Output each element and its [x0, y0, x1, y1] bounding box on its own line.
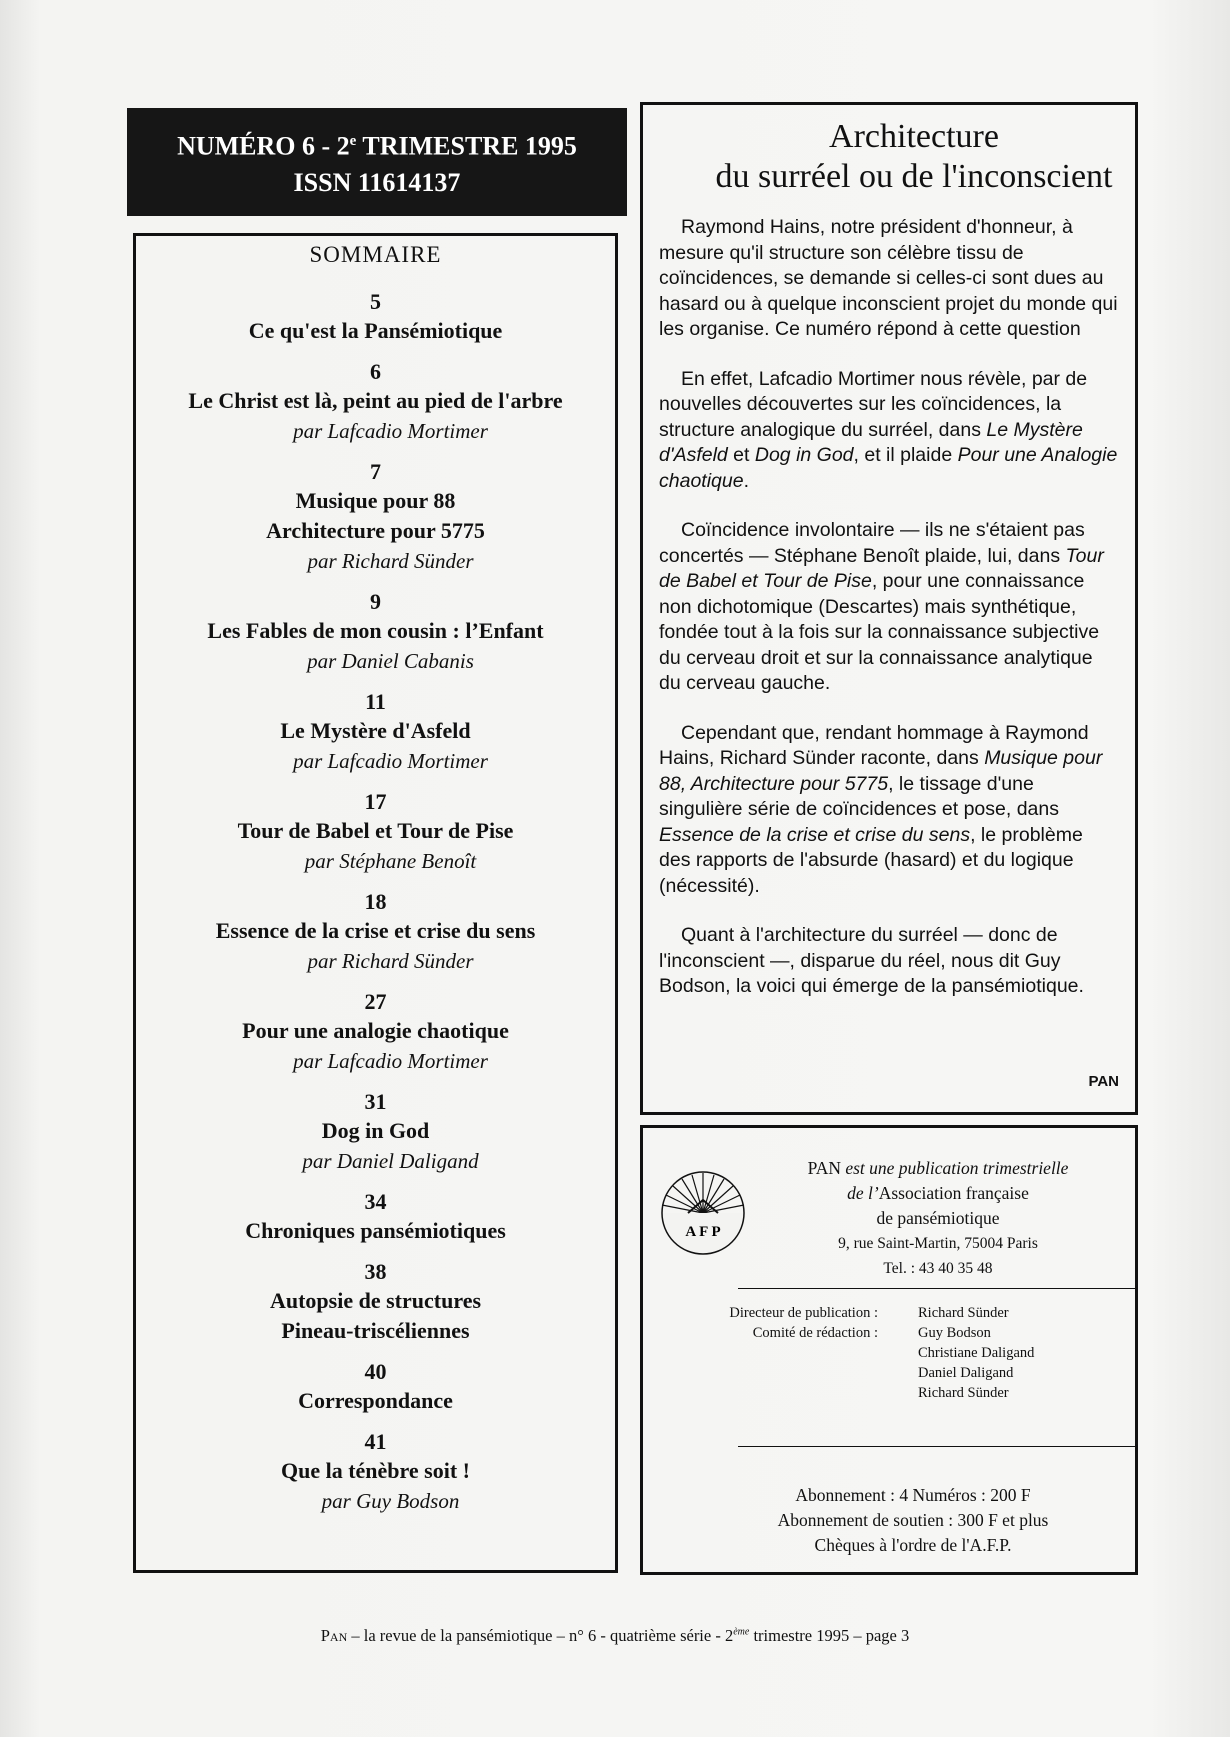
toc-article-author: par Guy Bodson	[321, 1489, 460, 1513]
svg-text:A F P: A F P	[685, 1224, 721, 1240]
toc-article-title: Chroniques pansémiotiques	[245, 1218, 506, 1243]
toc-article-author: par Richard Sünder	[307, 949, 474, 973]
credit-name: Richard Sünder	[918, 1385, 1009, 1401]
toc-entry	[136, 988, 615, 1076]
footer-brand: Pan	[320, 1626, 348, 1645]
editorial-paragraph-5: Quant à l'architecture du surréel — donc de l'inconscient —, disparue du réel, nous dit Guy Bodson, la voici qui émerge de la pansémiotique.	[659, 924, 1084, 997]
toc-entry	[136, 288, 615, 346]
publication-tel: Tel. : 43 40 35 48	[883, 1260, 993, 1277]
editorial-paragraph-2: En effet, Lafcadio Mortimer nous révèle, par de nouvelles découvertes sur les coïncidences, la structure analogique du surréel, dans Le Mystère d'Asfeld et Dog in God, et il plaide Pour une Analogie chaotique.	[659, 367, 1118, 492]
issue-number: NUMÉRO 6 - 2	[177, 131, 350, 161]
toc-page-number: 17	[364, 789, 387, 814]
toc-page-number: 31	[364, 1089, 387, 1114]
issue-header	[127, 108, 627, 216]
toc-page-number: 7	[370, 459, 381, 484]
toc-page-number: 34	[364, 1189, 387, 1214]
publication-box	[640, 1125, 1138, 1575]
toc-article-author: par Richard Sünder	[307, 549, 474, 573]
publication-info	[763, 1156, 1113, 1281]
toc-page-number: 27	[364, 989, 387, 1014]
credit-names	[918, 1303, 1118, 1403]
toc-article-title: Le Mystère d'Asfeld	[280, 718, 471, 743]
toc-article-title: Correspondance	[298, 1388, 453, 1413]
editorial-paragraph-1: Raymond Hains, notre président d'honneur, à mesure qu'il structure son célèbre tissu de coïncidences, se demande si celles-ci sont dues au hasard ou à quelque inconscient projet du monde qui les organise. Ce numéro répond à cette question	[659, 216, 1118, 340]
toc-article-author: par Lafcadio Mortimer	[293, 749, 488, 773]
editorial-title-line2: du surréel ou de l'inconscient	[715, 158, 1113, 195]
toc-entry	[136, 458, 615, 576]
editorial-paragraph-3: Coïncidence involontaire — ils ne s'étaient pas concertés — Stéphane Benoît plaide, lui, dans Tour de Babel et Tour de Pise, pour une connaissance non dichotomique (Descartes) mais synthétique, fondée tout à la fois sur la connaissance subjective du cerveau droit et sur la connaissance analytique du cerveau gauche.	[659, 519, 1104, 694]
credit-labels	[718, 1303, 878, 1343]
divider	[738, 1288, 1138, 1289]
toc-article-author: par Lafcadio Mortimer	[293, 419, 488, 443]
subscription-standard: Abonnement : 4 Numéros : 200 F	[795, 1485, 1031, 1505]
toc-page-number: 18	[364, 889, 387, 914]
toc-article-author: par Daniel Cabanis	[307, 649, 474, 673]
toc-article-title: Musique pour 88	[295, 488, 456, 513]
issue-sup: e	[349, 133, 357, 150]
toc-article-title: Les Fables de mon cousin : l’Enfant	[207, 618, 544, 643]
credit-name: Richard Sünder	[918, 1305, 1009, 1321]
toc-page-number: 11	[365, 689, 386, 714]
toc-article-author: par Lafcadio Mortimer	[293, 1049, 488, 1073]
toc-entry	[136, 688, 615, 776]
subscription-support: Abonnement de soutien : 300 F et plus	[777, 1510, 1049, 1530]
page-footer: Pan – la revue de la pansémiotique – n° 6 - quatrième série - 2ème trimestre 1995 – page 3	[320, 1626, 910, 1645]
director-label: Directeur de publication :	[729, 1305, 878, 1321]
toc-article-title: Essence de la crise et crise du sens	[215, 918, 536, 943]
toc-page-number: 5	[370, 289, 381, 314]
toc-page-number: 41	[364, 1429, 387, 1454]
subscription-info	[703, 1483, 1123, 1558]
toc-entry	[136, 1258, 615, 1346]
toc-article-title: Dog in God	[321, 1118, 430, 1143]
toc-entry	[136, 1358, 615, 1416]
editorial-title-line1: Architecture	[829, 118, 999, 155]
publication-address: 9, rue Saint-Martin, 75004 Paris	[838, 1235, 1038, 1252]
toc-article-title: Tour de Babel et Tour de Pise	[237, 818, 514, 843]
committee-label: Comité de rédaction :	[752, 1325, 878, 1341]
toc-page-number: 6	[370, 359, 381, 384]
toc-article-title: Architecture pour 5775	[266, 518, 485, 543]
toc-article-title: Que la ténèbre soit !	[280, 1458, 470, 1483]
toc-page-number: 9	[370, 589, 381, 614]
toc-entry	[136, 788, 615, 876]
afp-logo-icon	[658, 1168, 748, 1258]
sommaire-box	[133, 233, 618, 1573]
credit-name: Christiane Daligand	[918, 1345, 1035, 1361]
subscription-payment: Chèques à l'ordre de l'A.F.P.	[814, 1535, 1012, 1555]
toc-entry	[136, 1428, 615, 1516]
issue-number-line	[177, 123, 577, 165]
toc-article-author: par Stéphane Benoît	[304, 849, 477, 873]
toc-article-title: Le Christ est là, peint au pied de l'arbre	[188, 388, 563, 413]
editorial-box	[640, 102, 1138, 1115]
toc-entry	[136, 1088, 615, 1176]
toc-article-author: par Daniel Daligand	[302, 1149, 479, 1173]
issue-trimester: TRIMESTRE 1995	[356, 131, 577, 161]
sommaire-list	[136, 288, 615, 1516]
sommaire-title: SOMMAIRE	[309, 242, 442, 267]
toc-entry	[136, 358, 615, 446]
editorial-title	[693, 117, 1135, 197]
publication-line-1: PAN est une publication trimestrielle	[807, 1158, 1069, 1178]
divider	[738, 1446, 1138, 1447]
toc-entry	[136, 1188, 615, 1246]
editorial-body	[643, 215, 1135, 1000]
credit-name: Guy Bodson	[918, 1325, 991, 1341]
credit-name: Daniel Daligand	[918, 1365, 1014, 1381]
editorial-paragraph-4: Cependant que, rendant hommage à Raymond Hains, Richard Sünder raconte, dans Musique pour 88, Architecture pour 5775, le tissage d'une singulière série de coïncidences et pose, dans Essence de la crise et crise du sens, le problème des rapports de l'absurde (hasard) et du logique (nécessité).	[659, 721, 1103, 897]
toc-page-number: 40	[364, 1359, 387, 1384]
editorial-signature: PAN	[1088, 1073, 1119, 1090]
toc-article-title: Ce qu'est la Pansémiotique	[248, 318, 503, 343]
toc-page-number: 38	[364, 1259, 387, 1284]
toc-entry	[136, 588, 615, 676]
toc-article-title: Pour une analogie chaotique	[242, 1018, 509, 1043]
toc-article-title: Pineau-triscéliennes	[281, 1318, 470, 1343]
publication-line-3: de pansémiotique	[876, 1208, 1000, 1228]
publication-line-2: de l’Association française	[847, 1183, 1029, 1203]
issn: ISSN 11614137	[293, 167, 461, 197]
toc-entry	[136, 888, 615, 976]
toc-article-title: Autopsie de structures	[269, 1288, 482, 1313]
